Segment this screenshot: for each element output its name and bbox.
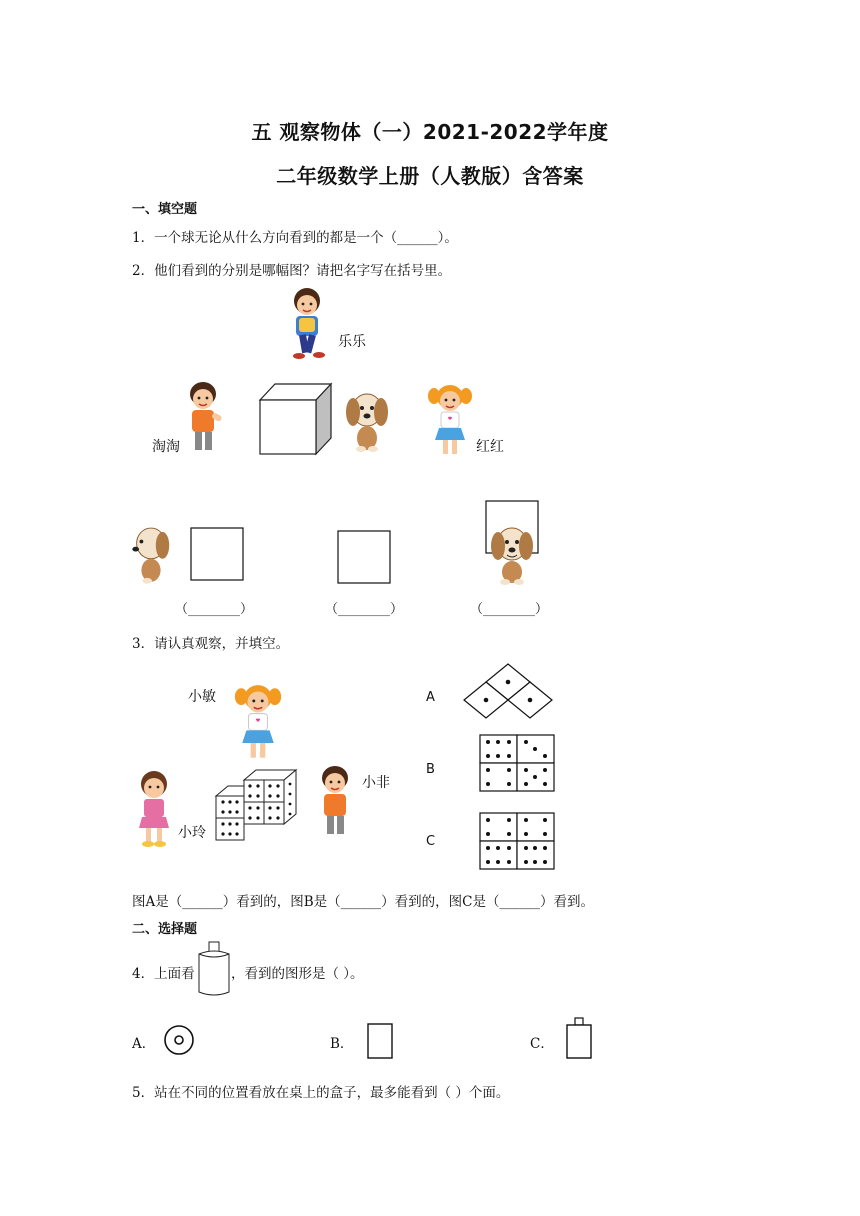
section-heading-fill-in: 一、填空题 [132, 202, 198, 217]
girl-honghong-illustration [422, 382, 478, 460]
option-c-label: C [426, 834, 436, 849]
question-1: 1．一个球无论从什么方向看到的都是一个（______）。 [132, 230, 458, 246]
question-3: 3．请认真观察，并填空。 [132, 636, 290, 652]
option-b-label: B [426, 762, 435, 777]
document-title-line-2: 二年级数学上册（人教版）含答案 [276, 164, 584, 188]
label-xiaoling: 小玲 [178, 825, 206, 841]
label-lele: 乐乐 [338, 334, 366, 350]
choice-a-concentric-circles-icon [163, 1024, 195, 1056]
option-a-top-view-diamonds [460, 662, 556, 720]
dice-stack-illustration [214, 766, 298, 842]
girl-xiaoling-illustration [132, 768, 180, 850]
dog-illustration [343, 388, 391, 452]
dog-side-view-small [128, 522, 174, 584]
boy-lele-illustration [285, 285, 337, 365]
boy-taotao-illustration [178, 380, 228, 456]
choice-c-label: C． [530, 1036, 554, 1052]
label-taotao: 淘淘 [152, 439, 180, 455]
question-5: 5．站在不同的位置看放在桌上的盒子，最多能看到（ ）个面。 [132, 1085, 510, 1101]
cube-illustration [258, 382, 333, 457]
document-title-line-1: 五 观察物体（一）2021-2022学年度 [251, 120, 609, 144]
label-xiaomin: 小敏 [188, 689, 216, 705]
choice-b-label: B． [330, 1036, 354, 1052]
view-square-1 [190, 527, 246, 583]
question-4-suffix: ，看到的图形是（ ）。 [231, 966, 364, 982]
option-a-label: A [426, 690, 435, 705]
choice-a-label: A． [132, 1036, 156, 1052]
choice-b-rectangle-icon [367, 1022, 395, 1060]
girl-xiaomin-illustration [228, 682, 288, 764]
question-3-answer-line: 图A是（______）看到的，图B是（______）看到的，图C是（______）看到。 [132, 894, 594, 910]
view-square-2 [337, 530, 393, 586]
option-b-front-view-dice [479, 734, 555, 794]
section-heading-multiple-choice: 二、选择题 [132, 922, 198, 937]
answer-blank-2: （________） [325, 602, 404, 617]
label-xiaofei: 小非 [362, 775, 390, 791]
boy-xiaofei-illustration [310, 764, 360, 840]
question-2: 2．他们看到的分别是哪幅图？请把名字写在括号里。 [132, 263, 452, 279]
cylinder-with-cap-illustration [197, 940, 231, 1000]
label-honghong: 红红 [476, 439, 504, 455]
answer-blank-3: （________） [470, 602, 549, 617]
option-c-side-view-dice [479, 812, 555, 872]
question-4-prefix: 4．上面看 [132, 966, 195, 982]
view-square-with-dog-front [485, 500, 541, 586]
choice-c-rectangle-with-cap-icon [565, 1016, 595, 1060]
answer-blank-1: （________） [175, 602, 254, 617]
